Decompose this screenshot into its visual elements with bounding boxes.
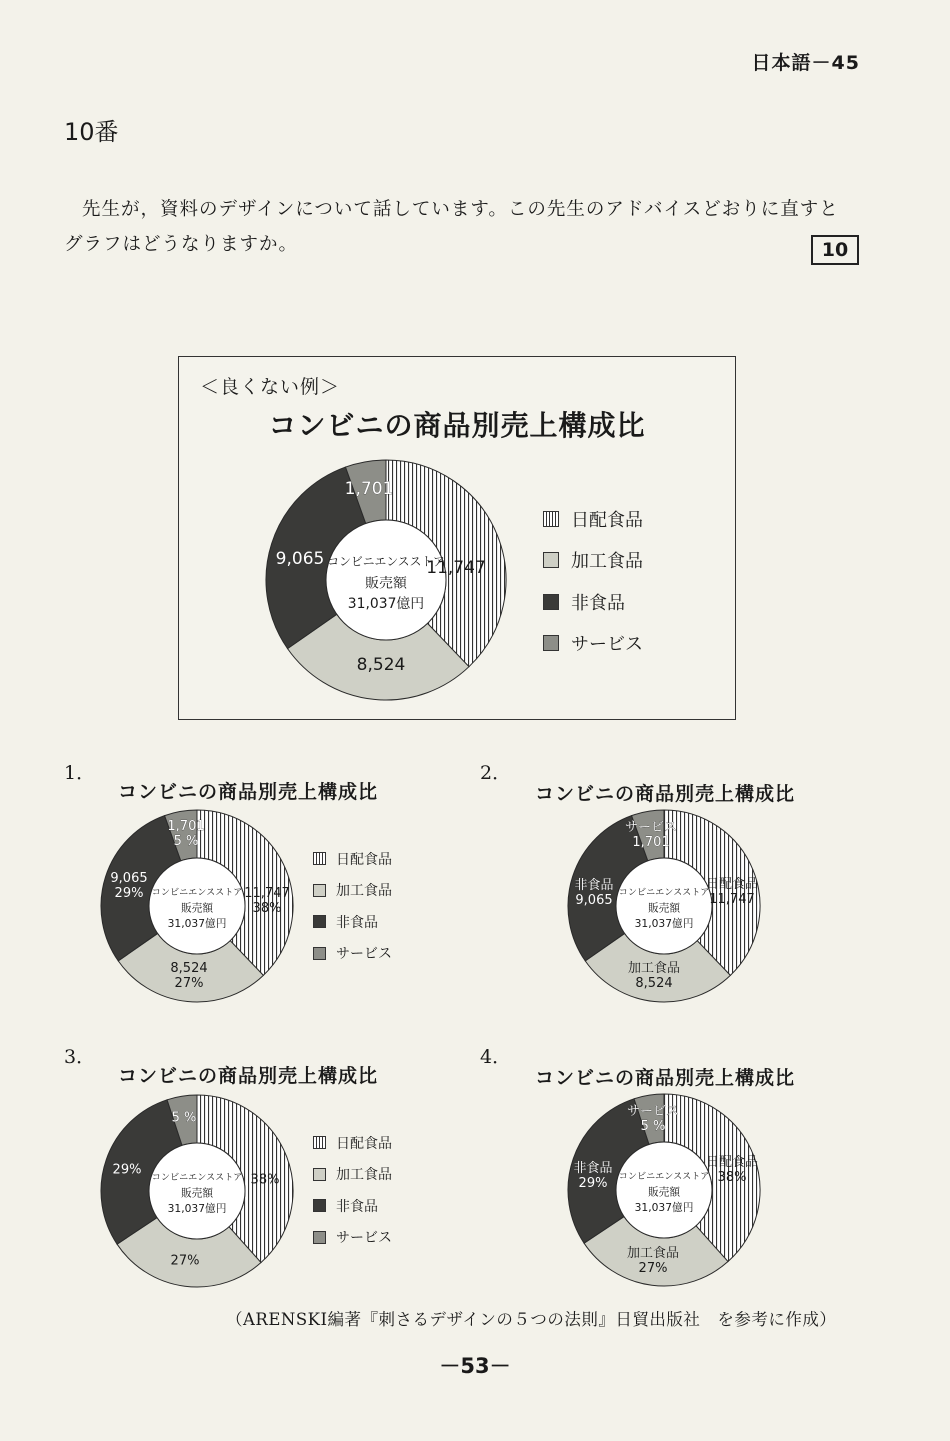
data-label: 8,524 bbox=[170, 961, 208, 977]
center-text-line-3: 31,037億円 bbox=[634, 917, 694, 931]
center-text-line-1: コンビニエンスストア bbox=[151, 887, 243, 898]
page-number: －53－ bbox=[439, 1354, 511, 1378]
legend-label: 非食品 bbox=[336, 1198, 378, 1215]
data-label: 1,701 bbox=[344, 479, 394, 499]
legend-label: 加工食品 bbox=[336, 883, 392, 900]
data-label: 8,524 bbox=[635, 975, 673, 991]
data-label: 11,747 bbox=[426, 558, 486, 578]
data-label: 38% bbox=[250, 1172, 280, 1188]
bad-example-label: ＜良くない例＞ bbox=[200, 376, 341, 398]
data-label: 9,065 bbox=[575, 892, 613, 908]
center-text-line-2: 販売額 bbox=[180, 901, 214, 915]
data-label: 29% bbox=[578, 1175, 608, 1191]
bad-example-title: コンビニの商品別売上構成比 bbox=[268, 409, 646, 442]
option-1-number: 1． bbox=[64, 762, 96, 784]
question-line-1: 先生が，資料のデザインについて話しています。この先生のアドバイスどおりに直すと bbox=[82, 199, 839, 220]
data-label: 日配食品 bbox=[705, 877, 759, 893]
center-text-line-3: 31,037億円 bbox=[634, 1201, 694, 1215]
data-label: サービス bbox=[626, 1104, 680, 1120]
data-label: 加工食品 bbox=[627, 961, 681, 977]
data-label: 27% bbox=[170, 1253, 200, 1269]
data-label: 非食品 bbox=[573, 1161, 613, 1177]
question-number: 10番 bbox=[64, 118, 119, 146]
source-citation: （ARENSKI編著『刺さるデザインの５つの法則』日貿出版社 を参考に作成） bbox=[226, 1310, 837, 1329]
data-label: 29% bbox=[112, 1162, 142, 1178]
option-2-number: 2． bbox=[480, 762, 512, 784]
option-3-number: 3． bbox=[64, 1046, 96, 1068]
legend-label: 日配食品 bbox=[571, 509, 643, 531]
data-label: 29% bbox=[114, 885, 144, 901]
center-text-line-3: 31,037億円 bbox=[167, 1202, 227, 1216]
data-label: 日配食品 bbox=[705, 1155, 759, 1171]
data-label: 1,701 bbox=[632, 834, 670, 850]
data-label: 5 % bbox=[640, 1118, 666, 1134]
center-text-line-1: コンビニエンスストア bbox=[327, 554, 445, 569]
legend-label: 非食品 bbox=[571, 592, 625, 614]
option-3-title: コンビニの商品別売上構成比 bbox=[117, 1065, 378, 1087]
center-text-line-1: コンビニエンスストア bbox=[618, 887, 710, 898]
data-label: 11,747 bbox=[709, 891, 755, 907]
center-text-line-2: 販売額 bbox=[180, 1186, 214, 1200]
data-label: 非食品 bbox=[574, 878, 614, 894]
option-1-title: コンビニの商品別売上構成比 bbox=[117, 781, 378, 803]
legend-label: サービス bbox=[336, 946, 392, 963]
center-text-line-2: 販売額 bbox=[647, 1185, 681, 1199]
legend-label: 非食品 bbox=[336, 914, 378, 931]
legend-label: 日配食品 bbox=[336, 1135, 392, 1152]
center-text-line-3: 31,037億円 bbox=[347, 595, 425, 612]
legend-label: サービス bbox=[571, 634, 643, 656]
center-text-line-1: コンビニエンスストア bbox=[151, 1172, 243, 1183]
option-2-title: コンビニの商品別売上構成比 bbox=[534, 783, 795, 805]
legend-label: 加工食品 bbox=[571, 551, 643, 573]
data-label: 5 % bbox=[173, 833, 199, 849]
center-text-line-3: 31,037億円 bbox=[167, 917, 227, 931]
page-tag: 日本語－45 bbox=[751, 52, 860, 74]
center-text-line-2: 販売額 bbox=[365, 575, 407, 592]
data-label: サービス bbox=[624, 820, 678, 836]
center-text-line-1: コンビニエンスストア bbox=[618, 1171, 710, 1182]
data-label: 38% bbox=[717, 1169, 747, 1185]
data-label: 27% bbox=[638, 1260, 668, 1276]
data-label: 9,065 bbox=[110, 871, 148, 887]
data-label: 27% bbox=[174, 975, 204, 991]
question-line-2: グラフはどうなりますか。 bbox=[64, 234, 299, 255]
legend-label: 日配食品 bbox=[336, 851, 392, 868]
option-4-number: 4． bbox=[480, 1046, 512, 1068]
legend-label: 加工食品 bbox=[336, 1167, 392, 1184]
data-label: 38% bbox=[252, 900, 282, 916]
option-4-title: コンビニの商品別売上構成比 bbox=[534, 1067, 795, 1089]
data-label: 9,065 bbox=[275, 549, 325, 569]
data-label: 1,701 bbox=[167, 819, 205, 835]
answer-number-box: 10 bbox=[811, 235, 859, 265]
data-label: 8,524 bbox=[356, 655, 406, 675]
legend-label: サービス bbox=[336, 1230, 392, 1247]
data-label: 11,747 bbox=[244, 886, 290, 902]
data-label: 5 % bbox=[171, 1110, 197, 1126]
center-text-line-2: 販売額 bbox=[647, 901, 681, 915]
data-label: 加工食品 bbox=[626, 1246, 680, 1262]
